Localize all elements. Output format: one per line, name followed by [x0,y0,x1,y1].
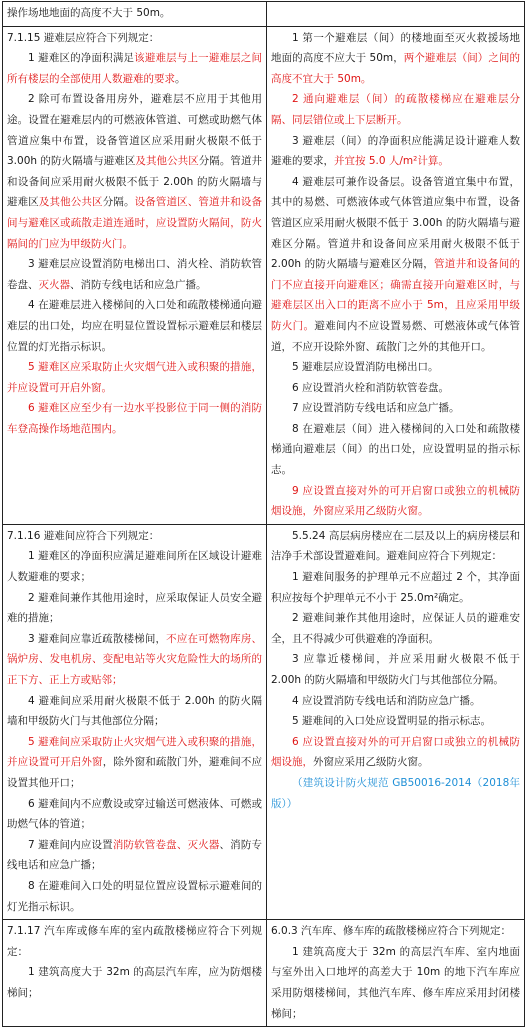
clause-paragraph [271,419,520,481]
text-segment: （建筑设计防火规范 GB50016-2014（2018年版）） [271,776,520,810]
text-segment: 7.1.16 避难间应符合下列规定： [7,529,160,542]
text-segment: 1 建筑高度大于 32m 的高层汽车库，应为防烟楼梯间； [7,966,262,999]
clause-paragraph [7,28,262,49]
clause-paragraph [7,546,262,587]
text-segment: 2 除可布置设备用房外，避难层不应用于其他用途。设置在避难层内的可燃液体管道、可燃或助燃气体管道应集中布置，设备管道区应采用耐火极限不低于 3.00h 的防火隔墙与避难区 [7,93,262,168]
highlighted-text: 6 避难区应至少有一边水平投影位于同一侧的消防车登高操作场地范围内。 [7,402,262,435]
text-segment: 7.1.15 避难层应符合下列规定： [7,31,160,44]
text-segment: 1 建筑高度大于 32m 的高层汽车库、室内地面与室外出入口地坪的高差大于 10m 的地下汽车库应采用防烟楼梯间，其他汽车库、修车库应采用封闭楼梯间； [271,945,520,1020]
highlighted-text: 灭火器 [38,278,70,291]
right-cell [267,26,525,524]
text-segment: 3 避难层（间）的净面积应能满足设计避难人数避难的要求， [271,134,520,168]
text-segment: 4 在避难层进入楼梯间的入口处和疏散楼梯通向避难层的出口处，均应在明显位置设置标示避难层和楼层位置的灯光指示标识。 [7,299,262,353]
clause-paragraph [271,921,520,942]
text-segment: 。 [175,72,186,85]
clause-paragraph [7,295,262,357]
text-segment: 7.1.17 汽车库或修车库的室内疏散楼梯应符合下列规定： [7,925,262,958]
text-segment: 2 避难间兼作其他用途时，应采取保证人员安全避难的措施； [7,591,262,625]
clause-paragraph [7,732,262,794]
clause-paragraph [271,526,520,567]
clause-paragraph [7,794,262,835]
highlighted-text: 及其他公共区 [135,155,199,168]
text-segment: 5 避难层应设置消防电梯出口。 [292,361,439,374]
table-row [3,920,525,1027]
highlighted-text: 及其他公共区 [38,196,103,209]
clause-paragraph [271,398,520,419]
text-segment: 5.5.24 高层病房楼应在二层及以上的病房楼层和洁净手术部设置避难间。避难间应符合下列规定： [271,529,520,563]
text-segment: 3 应靠近楼梯间，并应采用耐火极限不低于 2.00h 的防火隔墙和甲级防火门与其他部位分隔。 [271,653,520,686]
clause-paragraph [7,48,262,89]
text-segment: 3 避难间应靠近疏散楼梯间， [28,632,167,645]
text-segment: 8 在避难层（间）进入楼梯间的入口处和疏散楼梯通向避难层（间）的出口处，应设置明显的指示标志。 [271,422,520,477]
text-segment: 、消防专线电话和应急广播。 [70,278,207,291]
clause-paragraph [271,131,520,172]
text-segment: 2 避难间兼作其他用途时，应保证人员的避难安全，且不得减少可供避难的净面积。 [271,612,520,645]
clause-paragraph [271,567,520,608]
highlighted-text: 设备管道区、管道井和设备间与避难区或疏散走道连通时，应设置防火隔间，防火隔间的门应为甲级防火门。 [7,196,263,250]
text-segment: 6 避难间内不应敷设或穿过输送可燃液体、可燃或助燃气体的管道； [7,797,262,831]
clause-paragraph [271,357,520,378]
text-segment: 3 避难层应设置消防电梯出口、消火栓、消防软管卷盘、 [7,258,262,291]
right-cell [267,2,525,27]
text-segment: 分隔。管道井和设备间应采用耐火极限不低于 2.00h 的防火隔墙与避难区 [7,155,263,209]
clause-paragraph [7,588,262,629]
clause-paragraph [7,357,262,398]
highlighted-text: 5 避难间应采取防止火灾烟气进入或积聚的措施，并应设置可开启外窗 [7,735,262,769]
clause-paragraph [271,691,520,712]
highlighted-text: 不应在可燃物库房、锅炉房、发电机房、变配电站等火灾危险性大的场所的正下方、正上方或贴邻； [7,632,262,686]
document-page [0,1,525,1020]
text-segment: 4 避难间应采用耐火极限不低于 2.00h 的防火隔墙和甲级防火门与其他部位分隔； [7,694,262,728]
clause-paragraph [7,876,262,917]
highlighted-text: 管道井和设备间的门不应直接开向避难区；确需直接开向避难区时，与避难层区出入口的距离不应小于 5m，且应采用甲级防火门。 [271,258,520,332]
clause-paragraph [271,89,520,130]
table-row [3,2,525,27]
highlighted-text: 9 应设置直接对外的可开启窗口或独立的机械防烟设施，外窗应采用乙级防火窗。 [271,484,520,518]
clause-paragraph [271,608,520,649]
clause-paragraph [271,481,520,522]
text-segment: 8 在避难间入口处的明显位置应设置标示避难间的灯光指示标识。 [7,879,262,913]
highlighted-text: 该避难层与上一避难层之间所有楼层的全部使用人数避难的要求 [7,52,262,85]
clause-paragraph [271,172,520,357]
clause-paragraph [271,28,520,90]
highlighted-text: 消防软管卷盘、灭火器 [112,838,220,851]
text-segment: 5 避难间的入口处应设置明显的指示标志。 [292,715,492,728]
text-segment: 分隔。 [102,196,135,209]
text-segment: 4 应设置消防专线电话和消防应急广播。 [292,694,481,707]
right-cell [267,524,525,919]
text-segment: 6 应设置消火栓和消防软管卷盘。 [292,381,450,394]
comparison-table-body [3,2,525,1027]
clause-paragraph [271,732,520,773]
highlighted-text: 两个避难层（间）之间的高度不宜大于 50m。 [271,52,520,85]
text-segment: 1 避难间服务的护理单元不应超过 2 个，其净面积应按每个护理单元不小于 25.0m²确定。 [271,571,520,604]
text-segment: 7 应设置消防专线电话和应急广播。 [292,402,460,415]
clause-paragraph [7,526,262,547]
text-segment: 1 第一个避难层（间）的楼地面至灭火救援场地地面的高度不应大于 50m， [271,31,520,65]
text-segment: 避难间内不应设置易燃、可燃液体或气体管道，不应开设除外窗、疏散门之外的其他开口。 [271,319,521,353]
clause-paragraph [7,254,262,295]
table-row [3,524,525,919]
text-segment: 4 避难层可兼作设备层。设备管道宜集中布置，其中的易燃、可燃液体或气体管道应集中布置，设备管道区应采用耐火极限不低于 3.00h 的防火隔墙与避难区分隔。管道井和设备间应采用耐火极限不低于 2.00h 的防火隔墙与避难区分隔， [271,175,520,271]
source-note [271,773,520,814]
left-cell [3,920,267,1027]
clause-paragraph [271,649,520,690]
clause-paragraph [7,962,262,1003]
comparison-table [2,1,525,1027]
text-segment: 6.0.3 汽车库、修车库的疏散楼梯应符合下列规定： [271,925,512,938]
clause-paragraph [271,942,520,1024]
left-cell [3,26,267,524]
clause-paragraph [7,398,262,439]
text-segment: 、消防专线电话和应急广播； [7,838,262,872]
clause-paragraph [271,711,520,732]
text-segment: 1 避难区的净面积满足 [28,52,135,65]
text-segment: ，除外窗和疏散门外，避难间不应设置其他开口； [7,756,263,789]
highlighted-text: 6 应设置直接对外的可开启窗口或独立的机械防烟设施， [271,735,520,769]
clause-paragraph [7,629,262,691]
clause-paragraph [7,835,262,876]
left-cell [3,2,267,27]
right-cell [267,920,525,1027]
clause-paragraph [7,691,262,732]
highlighted-text: 并宜按 5.0 人/m²计算。 [334,155,449,168]
left-cell [3,524,267,919]
clause-paragraph [7,921,262,962]
clause-paragraph [271,378,520,399]
text-segment: 外窗应采用乙级防火窗。 [313,756,429,769]
highlighted-text: 5 避难区应采取防止火灾烟气进入或积聚的措施，并应设置可开启外窗。 [7,361,262,394]
clause-paragraph [7,89,262,254]
text-segment: 1 避难区的净面积应满足避难间所在区域设计避难人数避难的要求； [7,550,262,584]
text-segment: 7 避难间内应设置 [28,838,113,851]
table-row [3,26,525,524]
highlighted-text: 2 通向避难层（间）的疏散楼梯应在避难层分隔、同层错位或上下层断开。 [271,93,520,126]
paragraph: 操作场地地面的高度不大于 50m。 [7,7,171,19]
